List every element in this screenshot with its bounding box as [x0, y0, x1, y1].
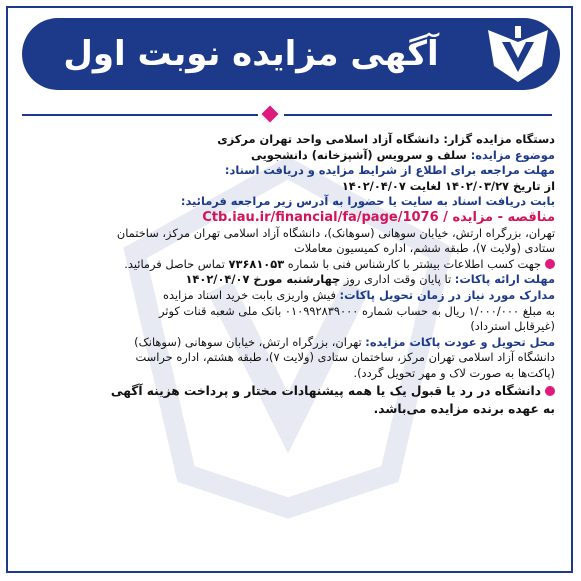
line-non-refundable: (غیرقابل استرداد) — [470, 319, 555, 334]
bullet-icon — [545, 386, 555, 396]
final-note-1: دانشگاه در رد یا قبول یک یا همه پیشنهادات مختار و پرداخت هزینه آگهی — [24, 382, 555, 400]
bullet-icon — [545, 259, 555, 269]
line-subject: موضوع مزایده: سلف و سرویس (آشپزخانه) دانشجویی — [250, 147, 555, 162]
diamond-ornament-icon — [262, 106, 279, 123]
notice-frame — [6, 6, 573, 573]
final-note-2: به عهده برنده مزایده می‌باشد. — [373, 401, 555, 416]
line-deadline-heading: مهلت مراجعه برای اطلاع از شرایط مزایده و دریافت اسناد: — [224, 163, 555, 178]
line-delivery-address: دانشگاه آزاد اسلامی تهران مرکز، ساختمان ستادی (ولایت ۷)، طبقه هشتم، اداره حراست — [135, 350, 555, 365]
line-address-1: تهران، بزرگراه ارتش، خیابان سوهانی (سوهانک)، دانشگاه آزاد اسلامی تهران مرکز، ساختمان — [116, 225, 555, 240]
university-logo-icon — [484, 20, 552, 88]
line-delivery-heading: محل تحویل و عودت پاکات مزایده: تهران، بزرگراه ارتش، خیابان سوهانی (سوهانک) — [134, 334, 555, 349]
line-envelope-note: (پاکت‌ها به صورت لاک و مهر تحویل گردد). — [353, 365, 555, 380]
divider-right — [284, 114, 552, 116]
line-organizer: دستگاه مزایده گزار: دانشگاه آزاد اسلامی واحد تهران مرکزی — [217, 132, 555, 146]
line-required-docs: مدارک مورد نیاز در زمان تحویل پاکات: فیش واریزی بابت خرید اسناد مزایده — [163, 287, 555, 302]
website-link[interactable]: Ctb.iau.ir/financial/fa/page/1076 — [202, 209, 439, 225]
page-title: آگهی مزایده نوبت اول — [63, 34, 439, 74]
line-contact: جهت کسب اطلاعات بیشتر با کارشناس فنی با شماره ۷۳۶۸۱۰۵۳ تماس حاصل فرمائید. — [24, 257, 555, 273]
header-banner — [22, 18, 560, 90]
line-address-2: ستادی (ولایت ۷)، طبقه ششم، اداره کمیسیون معاملات — [293, 241, 555, 256]
line-website: مناقصه - مزایده / Ctb.iau.ir/financial/fa/page/1076 — [202, 209, 555, 225]
divider-left — [22, 114, 258, 116]
line-submission-deadline: مهلت ارائه پاکات: تا پایان وقت اداری روز چهارشنبه مورخ ۱۴۰۲/۰۴/۰۷ — [185, 272, 555, 287]
notice-body — [24, 132, 555, 418]
line-payment: به مبلغ ۱/۰۰۰/۰۰۰ ریال به حساب شماره ۰۱۰۹۹۲۸۳۹۰۰۰ بانک ملی شعبه قنات کوثر — [159, 303, 555, 318]
line-docs-heading: بابت دریافت اسناد به سایت یا حضورا به آدرس زیر مراجعه فرمائید: — [180, 194, 555, 209]
phone-number: ۷۳۶۸۱۰۵۳ — [228, 256, 285, 271]
line-date-range: از تاریخ ۱۴۰۲/۰۳/۲۷ لغایت ۱۴۰۲/۰۴/۰۷ — [341, 178, 555, 193]
